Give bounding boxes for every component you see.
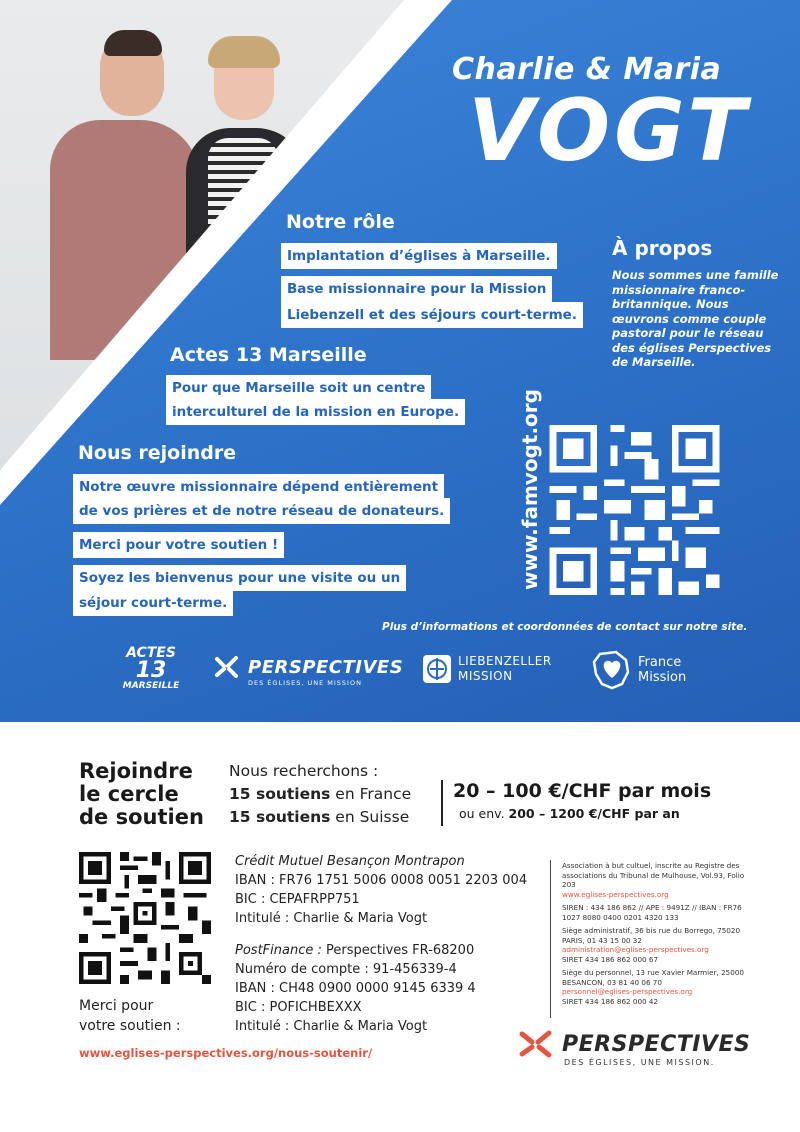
yearly-amount-prefix: ou env. [459,806,509,821]
support-circle-title [79,760,204,829]
perspectives-cross-icon [214,656,240,678]
bank-france-name: Crédit Mutuel Besançon Montrapon [235,854,465,869]
man-hair [104,30,162,56]
actes13-logo [118,646,184,691]
legal-staff-siret: SIRET 434 186 862 000 42 [562,996,659,1006]
about-title: À propos [612,236,713,260]
woman-hair [208,36,280,68]
website-vertical[interactable]: www.famvogt.org [518,389,542,590]
france-mission-line-1: France [638,655,682,670]
bank-swiss-beneficiary: Perspectives FR-68200 [321,943,475,958]
legal-website-link[interactable]: www.eglises-perspectives.org [562,889,669,899]
legal-staff-email[interactable]: personnel@eglises-perspectives.org [562,987,693,996]
thanks-line-2: votre soutien : [79,1018,181,1034]
bank-swiss-bic: BIC : POFICHBEXXX [235,1000,362,1015]
price-divider [441,780,443,826]
join-p1-line-1: Notre œuvre missionnaire dépend entièrement [73,474,444,500]
about-text: Nous sommes une famille missionnaire franco-britannique. Nous œuvrons comme couple pastoral pour le réseau des églises Perspectives de Marseille. [612,268,779,369]
actes-line-2: interculturel de la mission en Europe. [166,399,465,425]
perspectives-logo-name: PERSPECTIVES [248,656,404,678]
perspectives-logo-tagline: DES ÉGLISES, UNE MISSION [248,679,362,687]
support-link[interactable]: www.eglises-perspectives.org/nous-soutenir/ [79,1046,373,1060]
liebenzeller-emblem-icon [422,654,452,684]
bank-france-bic: BIC : CEPAFRPP751 [235,892,360,907]
legal-divider [550,860,551,1018]
perspectives-footer-name: PERSPECTIVES [562,1031,751,1057]
support-title-line-1: Rejoindre [79,759,193,783]
thanks-text [79,996,181,1036]
supporters-sought [229,760,411,829]
actes-title: Actes 13 Marseille [170,344,367,366]
bank-france-holder: Intitulé : Charlie & Maria Vogt [235,911,428,926]
perspectives-footer-cross-icon [518,1030,554,1058]
legal-association: Association à but cultuel, inscrite au Registre des associations du Tribunal de Mulhouse, Vol.93, Folio 203 [562,861,745,889]
france-map-heart-icon [590,648,634,692]
yearly-amount [459,806,680,821]
man-figure [50,120,200,360]
perspectives-footer-logo [518,1030,750,1067]
actes13-logo-word: ACTES [126,645,176,661]
france-mission-logo [590,648,686,692]
more-info-line: Plus d’informations et coordonnées de contact sur notre site. [382,621,748,633]
legal-admin-siret: SIRET 434 186 862 000 67 [562,954,659,964]
bank-france-iban: IBAN : FR76 1751 5006 0008 0051 2203 004 [235,873,528,888]
website-qr-code[interactable] [548,425,721,595]
join-p1-line-2: de vos prières et de notre réseau de donateurs. [73,498,450,524]
legal-staff-address: Siège du personnel, 13 rue Xavier Marmier, 25000 BESANCON, 03 81 40 06 70 [562,968,744,987]
seek-swiss-count: 15 soutiens [229,808,331,826]
donation-qr-code[interactable] [79,852,211,984]
liebenzeller-logo-line-2: MISSION [458,669,513,683]
legal-admin-email[interactable]: administration@eglises-perspectives.org [562,945,709,954]
perspectives-footer-tagline: DES ÉGLISES, UNE MISSION. [564,1058,715,1067]
france-mission-line-2: Mission [638,670,687,685]
actes13-logo-city: MARSEILLE [122,681,180,691]
seek-swiss-label: en Suisse [330,808,410,826]
actes-line-1: Pour que Marseille soit un centre [166,375,431,401]
actes13-logo-number: 13 [135,658,167,683]
role-item-2-line-1: Base missionnaire pour la Mission [281,276,552,302]
join-title: Nous rejoindre [78,442,237,464]
liebenzeller-logo [422,654,552,684]
support-title-line-3: de soutien [79,805,204,829]
seek-france-label: en France [330,785,412,803]
perspectives-logo [214,656,403,687]
role-title: Notre rôle [286,211,395,233]
join-p3-line-2: séjour court-terme. [73,590,233,616]
join-p2: Merci pour votre soutien ! [73,532,284,558]
bank-swiss-holder: Intitulé : Charlie & Maria Vogt [235,1019,428,1034]
support-title-line-2: le cercle [79,782,179,806]
monthly-amount: 20 – 100 €/CHF par mois [453,780,712,802]
seek-intro: Nous recherchons : [229,762,379,780]
surname-title: VOGT [468,81,750,181]
bank-swiss-name: PostFinance : [235,943,322,958]
legal-siren: SIREN : 434 186 862 // APE : 9491Z // IBAN : FR76 1027 8080 0400 0201 4320 133 [562,903,742,922]
role-item-1: Implantation d’églises à Marseille. [281,243,557,269]
seek-france-count: 15 soutiens [229,785,331,803]
legal-admin-address: Siège administratif, 36 bis rue du Borrego, 75020 PARIS, 01 43 15 00 32 [562,926,741,945]
yearly-amount-value: 200 – 1200 €/CHF par an [508,806,680,821]
first-names: Charlie & Maria [452,52,722,87]
liebenzeller-logo-line-1: LIEBENZELLER [458,654,552,668]
bank-swiss-account: Numéro de compte : 91-456339-4 [235,962,457,977]
bank-switzerland [235,941,476,1036]
role-item-2-line-2: Liebenzell et des séjours court-terme. [281,302,583,328]
join-p3-line-1: Soyez les bienvenus pour une visite ou un [73,565,406,591]
thanks-line-1: Merci pour [79,998,154,1014]
legal-info [562,861,752,1010]
bank-france [235,852,527,928]
bank-swiss-iban: IBAN : CH48 0900 0000 9145 6339 4 [235,981,476,996]
